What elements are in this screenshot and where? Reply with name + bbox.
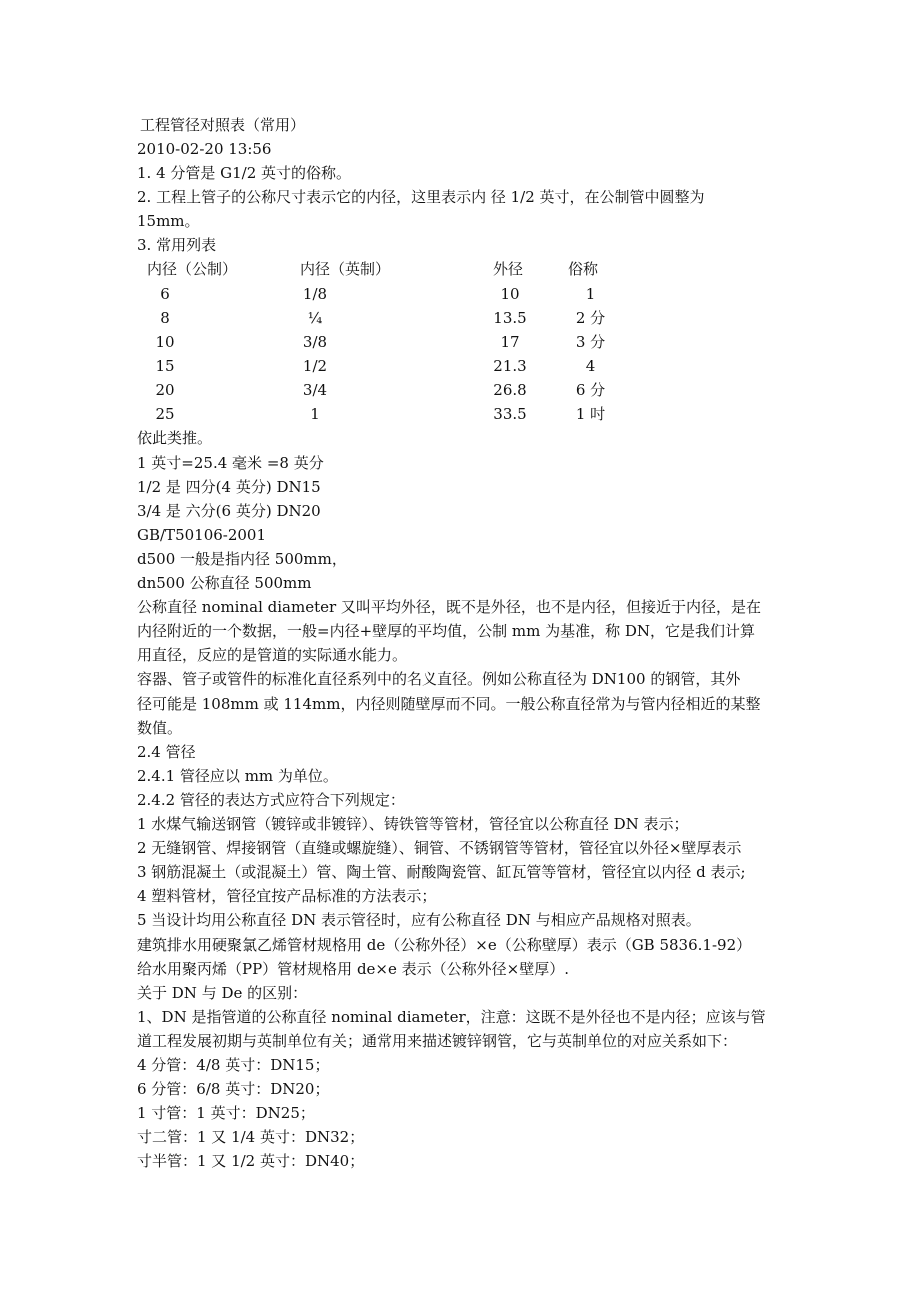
document-title: 工程管径对照表（常用） [140, 116, 306, 134]
body-line: 6 分管：6/8 英寸：DN20； [137, 1080, 330, 1098]
table-cell-common-name: 1 [585, 285, 596, 303]
body-line: 2.4 管径 [137, 743, 196, 761]
item-2-line-2: 15mm。 [137, 212, 200, 230]
document-timestamp: 2010-02-20 13:56 [137, 140, 272, 158]
table-row [0, 330, 920, 354]
table-cell-imperial: 3/8 [302, 333, 328, 351]
body-line: 关于 DN 与 De 的区别： [137, 984, 308, 1002]
body-line: 容器、管子或管件的标准化直径系列中的名义直径。例如公称直径为 DN100 的钢管，其外 [137, 670, 741, 688]
table-cell-outer-diameter: 33.5 [493, 405, 527, 423]
body-line: 给水用聚丙烯（PP）管材规格用 de×e 表示（公称外径×壁厚）. [137, 960, 569, 978]
body-line: 2.4.2 管径的表达方式应符合下列规定： [137, 791, 405, 809]
table-cell-metric: 8 [160, 309, 170, 327]
body-line: 3/4 是 六分(6 英分) DN20 [137, 502, 321, 520]
body-line: 寸二管：1 又 1/4 英寸：DN32； [137, 1128, 365, 1146]
body-line: 1 英寸=25.4 毫米 =8 英分 [137, 454, 324, 472]
body-line: dn500 公称直径 500mm [137, 574, 312, 592]
table-header-imperial: 内径（英制） [300, 260, 391, 278]
body-line: 径可能是 108mm 或 114mm，内径则随壁厚而不同。一般公称直径常为与管内径相近的某整 [137, 695, 761, 713]
body-line: 5 当设计均用公称直径 DN 表示管径时，应有公称直径 DN 与相应产品规格对照表。 [137, 911, 701, 929]
table-cell-common-name: 3 分 [575, 333, 606, 351]
table-header-common-name: 俗称 [568, 260, 599, 278]
body-line: 3 钢筋混凝土（或混凝土）管、陶土管、耐酸陶瓷管、缸瓦管等管材，管径宜以内径 d 表示; [137, 863, 746, 881]
table-cell-metric: 25 [155, 405, 175, 423]
table-cell-metric: 6 [160, 285, 170, 303]
table-cell-outer-diameter: 26.8 [493, 381, 527, 399]
body-line: GB/T50106-2001 [137, 526, 267, 544]
table-cell-common-name: 4 [585, 357, 596, 375]
table-cell-metric: 20 [155, 381, 175, 399]
table-row [0, 306, 920, 330]
table-header-row [0, 257, 920, 281]
table-cell-metric: 15 [155, 357, 175, 375]
item-1: 1. 4 分管是 G1/2 英寸的俗称。 [137, 164, 352, 182]
table-row [0, 378, 920, 402]
table-header-outer-diameter: 外径 [493, 260, 524, 278]
table-cell-outer-diameter: 10 [500, 285, 520, 303]
body-line: 1 水煤气输送钢管（镀锌或非镀锌）、铸铁管等管材，管径宜以公称直径 DN 表示； [137, 815, 689, 833]
table-row [0, 282, 920, 306]
body-line: 用直径，反应的是管道的实际通水能力。 [137, 646, 408, 664]
body-line: 寸半管：1 又 1/2 英寸：DN40； [137, 1152, 365, 1170]
table-row [0, 402, 920, 426]
body-line: 1、DN 是指管道的公称直径 nominal diameter，注意：这既不是外径也不是内径；应该与管 [137, 1008, 766, 1026]
table-cell-imperial: 1/2 [302, 357, 328, 375]
body-line: 数值。 [137, 719, 183, 737]
body-line: 4 塑料管材，管径宜按产品标准的方法表示； [137, 887, 437, 905]
body-line: 道工程发展初期与英制单位有关；通常用来描述镀锌钢管，它与英制单位的对应关系如下： [137, 1032, 738, 1050]
table-cell-common-name: 1 吋 [575, 405, 606, 423]
item-3: 3. 常用列表 [137, 236, 217, 254]
body-line: 内径附近的一个数据，一般=内径+壁厚的平均值，公制 mm 为基准，称 DN，它是我们计算 [137, 622, 756, 640]
table-row [0, 354, 920, 378]
table-cell-common-name: 2 分 [575, 309, 606, 327]
table-header-metric: 内径（公制） [147, 260, 238, 278]
body-line: 建筑排水用硬聚氯乙烯管材规格用 de（公称外径）×e（公称壁厚）表示（GB 5836.1-92） [137, 936, 752, 954]
body-line: 4 分管：4/8 英寸：DN15； [137, 1056, 330, 1074]
table-cell-imperial: 3/4 [302, 381, 328, 399]
body-line: 2.4.1 管径应以 mm 为单位。 [137, 767, 338, 785]
item-2-line-1: 2. 工程上管子的公称尺寸表示它的内径，这里表示内 径 1/2 英寸，在公制管中圆整为 [137, 188, 705, 206]
body-line: 1 寸管：1 英寸：DN25； [137, 1104, 315, 1122]
body-line: 公称直径 nominal diameter 又叫平均外径，既不是外径，也不是内径，但接近于内径，是在 [137, 598, 761, 616]
body-line: 1/2 是 四分(4 英分) DN15 [137, 478, 321, 496]
table-cell-imperial: ¼ [307, 309, 323, 327]
table-cell-outer-diameter: 21.3 [493, 357, 527, 375]
table-cell-imperial: 1 [310, 405, 320, 423]
table-cell-outer-diameter: 17 [500, 333, 520, 351]
table-cell-imperial: 1/8 [302, 285, 328, 303]
table-cell-metric: 10 [155, 333, 175, 351]
table-cell-outer-diameter: 13.5 [493, 309, 527, 327]
body-line: 依此类推。 [137, 429, 213, 447]
body-line: 2 无缝钢管、焊接钢管（直缝或螺旋缝）、铜管、不锈钢管等管材，管径宜以外径×壁厚表示 [137, 839, 742, 857]
body-line: d500 一般是指内径 500mm， [137, 550, 347, 568]
table-cell-common-name: 6 分 [575, 381, 606, 399]
